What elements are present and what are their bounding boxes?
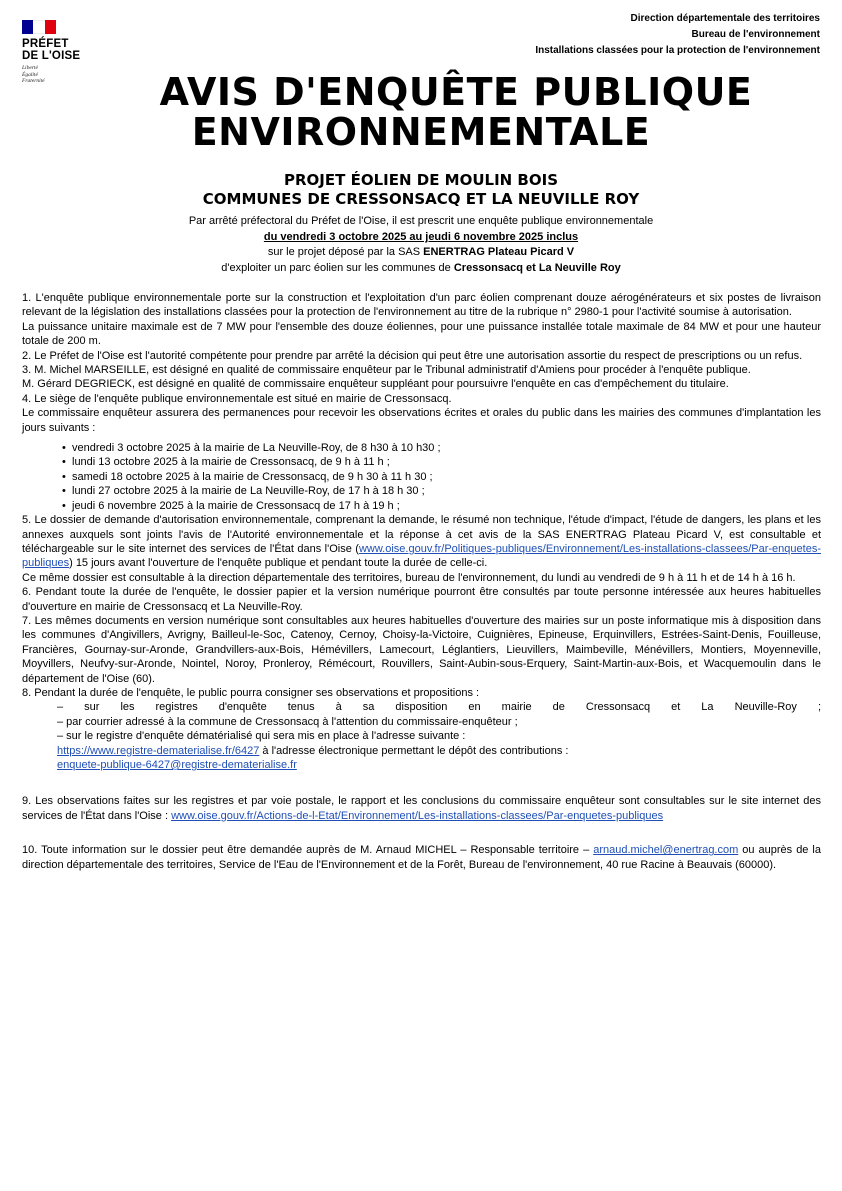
applicant-name: ENERTRAG Plateau Picard V [423,246,575,259]
issuer-line2: Bureau de l'environnement [691,29,820,40]
section-8-intro: 8. Pendant la durée de l'enquête, le public pourra consigner ses observations et propositions : [22,686,480,699]
section-7: 7. Les mêmes documents en version numérique sont consultables aux heures habituelles d'ouverture des mairies sur un poste informatique mis à disposition dans les communes d'Angivillers, Avrigny, Bailleul-le-Soc, Catenoy, Cernoy, Choisy-la-Victoire, Cuignières, Epineuse, Erquinvillers, Estrées-Saint-Denis, Fouilleuse, Francières, Gournay-sur-Aronde, Grandvillers-aux-Bois, Hémévillers, Lamecourt, Léglantiers, Lieuvillers, Maimbeville, Ménévillers, Montiers, Moyenneville, Moyvillers, Neufvy-sur-Aronde, Nointel, Noroy, Pronleroy, Rémécourt, Rouvillers, Saint-Aubin-sous-Erquery, Saint-Martin-aux-Bois, et Wacquemoulin dans le département de l'Oise (60). [22,614,821,685]
french-flag-icon [22,20,56,34]
section-8-dash3: – sur le registre d'enquête dématérialisé qui sera mis en place à l'adresse suivante : [57,730,466,743]
list-item: • lundi 27 octobre 2025 à la mairie de La Neuville-Roy, de 17 h à 18 h 30 ; [62,484,821,498]
section-10-text-a: 10. Toute information sur le dossier peut être demandée auprès de M. Arnaud MICHEL – Responsable territoire – [22,844,594,857]
intro-line4-text: d'exploiter un parc éolien sur les communes de [221,261,454,274]
logo-line1: PRÉFET [22,38,69,50]
intro-line3-text: sur le projet déposé par la SAS [267,246,424,259]
subtitle-line1: PROJET ÉOLIEN DE MOULIN BOIS [284,171,558,189]
issuer-line1: Direction départementale des territoires [630,13,820,24]
issuer-line3: Installations classées pour la protection de l'environnement [535,45,820,56]
issuer-header [535,11,820,59]
section-8-dash1: – sur les registres d'enquête tenus à sa disposition en mairie de Cressonsacq et La Neuville-Roy ; [57,701,821,714]
intro-line3 [0,245,842,261]
registre-link[interactable]: https://www.registre-dematerialise.fr/6427 [57,744,260,757]
section-3-p2: M. Gérard DEGRIECK, est désigné en qualité de commissaire enquêteur suppléant pour poursuivre l'enquête en cas d'empêchement du titulaire. [22,378,729,391]
section-8-email-line [22,758,821,772]
page-subtitle [0,171,842,209]
section-8-link-line [22,744,821,758]
inquiry-dates: du vendredi 3 octobre 2025 au jeudi 6 novembre 2025 inclus [263,230,579,243]
motto-egalite: Égalité [22,71,38,78]
logo-line2: DE L'OISE [22,50,81,62]
list-item: • lundi 13 octobre 2025 à la mairie de Cressonsacq, de 9 h à 11 h ; [62,455,821,469]
list-item: • vendredi 3 octobre 2025 à la mairie de La Neuville-Roy, de 8 h30 à 10 h30 ; [62,441,821,455]
contact-email-link[interactable]: arnaud.michel@enertrag.com [593,844,739,857]
section-2: 2. Le Préfet de l'Oise est l'autorité compétente pour prendre par arrêté la décision qui peut être une autorisation assortie du respect de prescriptions ou un refus. [22,349,803,362]
permanence-list [22,441,821,513]
section-5-text-b: ) 15 jours avant l'ouverture de l'enquête publique et pendant toute la durée de celle-ci. [69,557,488,570]
communes-name: Cressonsacq et La Neuville Roy [453,261,621,274]
section-4-p2: Le commissaire enquêteur assurera des permanences pour recevoir les observations écrites et orales du public dans les mairies des communes d'implantation les jours suivants : [22,407,821,434]
section-4-p1: 4. Le siège de l'enquête publique environnementale est situé en mairie de Cressonsacq. [22,392,452,405]
subtitle-line2: COMMUNES DE CRESSONSACQ ET LA NEUVILLE ROY [202,190,640,208]
section-8-dash2: – par courrier adressé à la commune de Cressonsacq à l'attention du commissaire-enquêteur ; [57,715,518,728]
page-title [0,72,842,152]
section-9-text: 9. Les observations faites sur les registres et par voie postale, le rapport et les conclusions du commissaire enquêteur sont consultables sur le site internet des services de l'État dans l'Oise : [22,795,821,822]
list-item: • samedi 18 octobre 2025 à la mairie de Cressonsacq, de 9 h 30 à 11 h 30 ; [62,470,821,484]
section-1-p1: 1. L'enquête publique environnementale porte sur la construction et l'exploitation d'un parc éolien comprenant douze aérogénérateurs et six postes de livraison relevant de la législation des installations classées pour la protection de l'environnement au titre de la rubrique n° 2980-1 pour l'activité soumise à autorisation. [22,292,821,319]
motto-fraternite: Fraternité [22,78,45,84]
section-8-after-link: à l'adresse électronique permettant le dépôt des contributions : [259,744,569,757]
logo-text [22,38,102,62]
list-item: • jeudi 6 novembre 2025 à la mairie de Cressonsacq de 17 h à 19 h ; [62,499,821,513]
section-10-text-b: ou auprès de la direction départementale des territoires, Service de l'Eau de l'Environnement et de la Forêt, Bureau de l'environnement, 40 rue Racine à Beauvais (60000). [22,844,821,871]
intro-line4 [0,261,842,277]
section-6: 6. Pendant toute la durée de l'enquête, le dossier papier et la version numérique pourront être consultés par toute personne intéressée aux heures habituelles d'ouverture en mairie de Cressonsacq et La Neuville-Roy. [22,586,821,613]
title-line2: ENVIRONNEMENTALE [191,110,651,154]
registre-email-link[interactable]: enquete-publique-6427@registre-dematerialise.fr [57,759,297,771]
intro-block [0,214,842,276]
section-5-text-a: 5. Le dossier de demande d'autorisation environnementale, comprenant la demande, le résumé non technique, l'étude d'impact, l'étude de dangers, les plans et les annexes auxquels sont joints l'avis de l'Autorité environnementale et la réponse à cet avis de la SAS ENERTRAG Plateau Picard V, est consultable et téléchargeable sur le site internet des services de l'État dans l'Oise ( [22,514,821,555]
section-10 [22,843,821,872]
section-5-p1 [22,513,821,571]
dossier-link[interactable]: www.oise.gouv.fr/Politiques-publiques/Environnement/Les-installations-classees/Par-enquetes-publiques [22,542,821,570]
section-5-p2: Ce même dossier est consultable à la direction départementale des territoires, bureau de l'environnement, du lundi au vendredi de 9 h à 11 h et de 14 h à 16 h. [22,571,796,584]
notice-body [22,291,821,872]
motto-liberte: Liberté [22,65,38,71]
section-9 [22,794,821,823]
title-line1: AVIS D'ENQUÊTE PUBLIQUE [159,70,753,114]
intro-line1: Par arrêté préfectoral du Préfet de l'Oise, il est prescrit une enquête publique environnementale [188,215,654,227]
section-3-p1: 3. M. Michel MARSEILLE, est désigné en qualité de commissaire enquêteur par le Tribunal administratif d'Amiens pour procéder à l'enquête publique. [22,364,751,377]
section-1-p2: La puissance unitaire maximale est de 7 MW pour l'ensemble des douze éoliennes, pour une puissance installée totale maximale de 84 MW et pour une hauteur totale de 200 m. [22,320,821,348]
results-link[interactable]: www.oise.gouv.fr/Actions-de-l-Etat/Environnement/Les-installations-classees/Par-enquetes-publiques [171,809,664,822]
